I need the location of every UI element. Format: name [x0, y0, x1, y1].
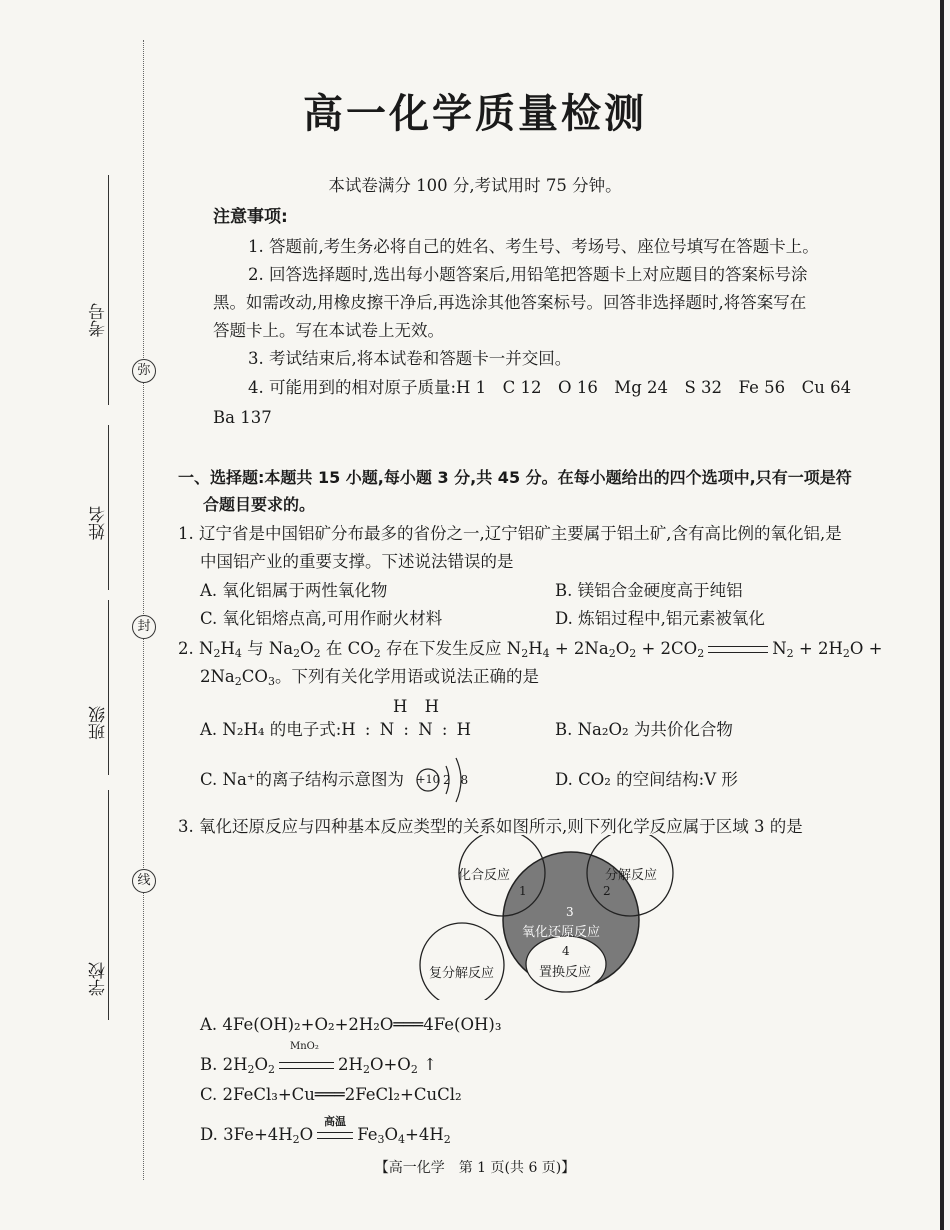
region-4-label: 4: [562, 944, 570, 958]
q3-option-c: C. 2FeCl₃+Cu═══2FeCl₂+CuCl₂: [200, 1085, 462, 1104]
reaction-arrow: [279, 1062, 334, 1069]
reaction-arrow: [317, 1132, 353, 1139]
q2-option-a-label: A. N₂H₄ 的电子式:: [200, 720, 342, 739]
q2-stem-end: 下列有关化学用语或说法正确的是: [291, 667, 539, 686]
equals-sign: [708, 646, 768, 653]
combination-label: 化合反应: [458, 868, 511, 883]
notice-heading: 注意事项:: [213, 207, 288, 227]
section-heading-cont: 合题目要求的。: [203, 495, 316, 514]
exam-number-blank: [108, 175, 109, 405]
ion-nucleus-label: +10: [416, 773, 440, 786]
school-blank: [108, 790, 109, 1020]
seal-feng: 封: [132, 615, 156, 639]
q2-stem-cont: $2Na_2CO_3$。下列有关化学用语或说法正确的是: [200, 667, 539, 688]
name-label: 姓名: [89, 506, 109, 540]
q3-option-a: A. 4Fe(OH)₂+O₂+2H₂O═══4Fe(OH)₃: [200, 1015, 502, 1034]
double-displacement-label: 复分解反应: [429, 966, 495, 981]
region-2-label: 2: [603, 884, 611, 898]
notice-2: 2. 回答选择题时,选出每小题答案后,用铅笔把答题卡上对应题目的答案标号涂: [248, 265, 808, 284]
q2-stem-mid: 存在下发生反应: [386, 639, 502, 658]
q3-option-b: B. $2H_2O_2$ $2H_2O+O_2$ ↑: [200, 1055, 437, 1076]
seal-mi: 弥: [132, 359, 156, 383]
school-label: 学校: [89, 962, 109, 996]
q3-option-d-label: D.: [200, 1125, 218, 1144]
page-footer: 【高一化学 第 1 页(共 6 页)】: [374, 1160, 576, 1176]
q1-stem-cont: 中国铝产业的重要支撑。下述说法错误的是: [200, 552, 514, 571]
electron-formula-top: H H: [393, 697, 446, 716]
q2-option-b: B. Na₂O₂ 为共价化合物: [555, 720, 733, 739]
region-3-label: 3: [566, 905, 574, 919]
displacement-label: 置换反应: [539, 965, 592, 980]
notice-3: 3. 考试结束后,将本试卷和答题卡一并交回。: [248, 349, 572, 368]
q1-stem: 1. 辽宁省是中国铝矿分布最多的省份之一,辽宁铝矿主要属于铝土矿,含有高比例的氧化铝,是: [178, 524, 842, 543]
ion-shell-electrons: 2 8: [443, 773, 472, 787]
region-1-label: 1: [519, 884, 527, 898]
q1-option-b: B. 镁铝合金硬度高于纯铝: [555, 581, 743, 600]
notice-2-cont: 黑。如需改动,用橡皮擦干净后,再选涂其他答案标号。回答非选择题时,将答案写在: [213, 293, 807, 312]
redox-label: 氧化还原反应: [522, 925, 601, 940]
decomposition-label: 分解反应: [605, 868, 658, 883]
q3-option-d-condition: 高温: [324, 1115, 346, 1128]
q1-option-a: A. 氧化铝属于两性氧化物: [200, 581, 388, 600]
q3-option-d: D. $3Fe+4H_2O$ $Fe_3O_4+4H_2$: [200, 1125, 451, 1146]
q1-option-c: C. 氧化铝熔点高,可用作耐火材料: [200, 609, 443, 628]
q2-option-a: [200, 718, 473, 742]
class-blank: [108, 600, 109, 775]
q1-option-d: D. 炼铝过程中,铝元素被氧化: [555, 609, 765, 628]
electron-formula: H : N : N : H: [341, 720, 474, 739]
name-blank: [108, 425, 109, 590]
notice-4-cont: Ba 137: [213, 408, 272, 427]
q3-stem: 3. 氧化还原反应与四种基本反应类型的关系如图所示,则下列化学反应属于区域 3 的是: [178, 817, 803, 836]
notice-1: 1. 答题前,考生务必将自己的姓名、考生号、考场号、座位号填写在答题卡上。: [248, 237, 819, 256]
subtitle: 本试卷满分 100 分,考试用时 75 分钟。: [328, 176, 622, 195]
class-label: 班级: [89, 706, 109, 740]
seal-xian: 线: [132, 869, 156, 893]
q3-option-b-catalyst: MnO₂: [290, 1041, 319, 1052]
q2-number: 2.: [178, 639, 194, 658]
q2-stem: 2. $N_2H_4$ 与 $Na_2O_2$ 在 $CO_2$ 存在下发生反应 $N_2H_4 + 2Na_2O_2 + 2CO_2$ $N_2 + 2H_2O$ +: [178, 639, 883, 660]
q2-option-d: D. CO₂ 的空间结构:V 形: [555, 770, 738, 789]
binding-dashed-line: [143, 40, 144, 1180]
q2-option-c: C. Na⁺的离子结构示意图为: [200, 770, 405, 789]
notice-4: 4. 可能用到的相对原子质量:H 1 C 12 O 16 Mg 24 S 32 Fe 56 Cu 64: [248, 378, 852, 397]
notice-2-end: 答题卡上。写在本试卷上无效。: [213, 321, 444, 340]
q3-option-b-label: B.: [200, 1055, 218, 1074]
exam-number-label: 考号: [89, 303, 109, 337]
section-heading: 一、选择题:本题共 15 小题,每小题 3 分,共 45 分。在每小题给出的四个选项中,只有一项是符: [178, 468, 852, 487]
page-title: 高一化学质量检测: [303, 91, 647, 137]
